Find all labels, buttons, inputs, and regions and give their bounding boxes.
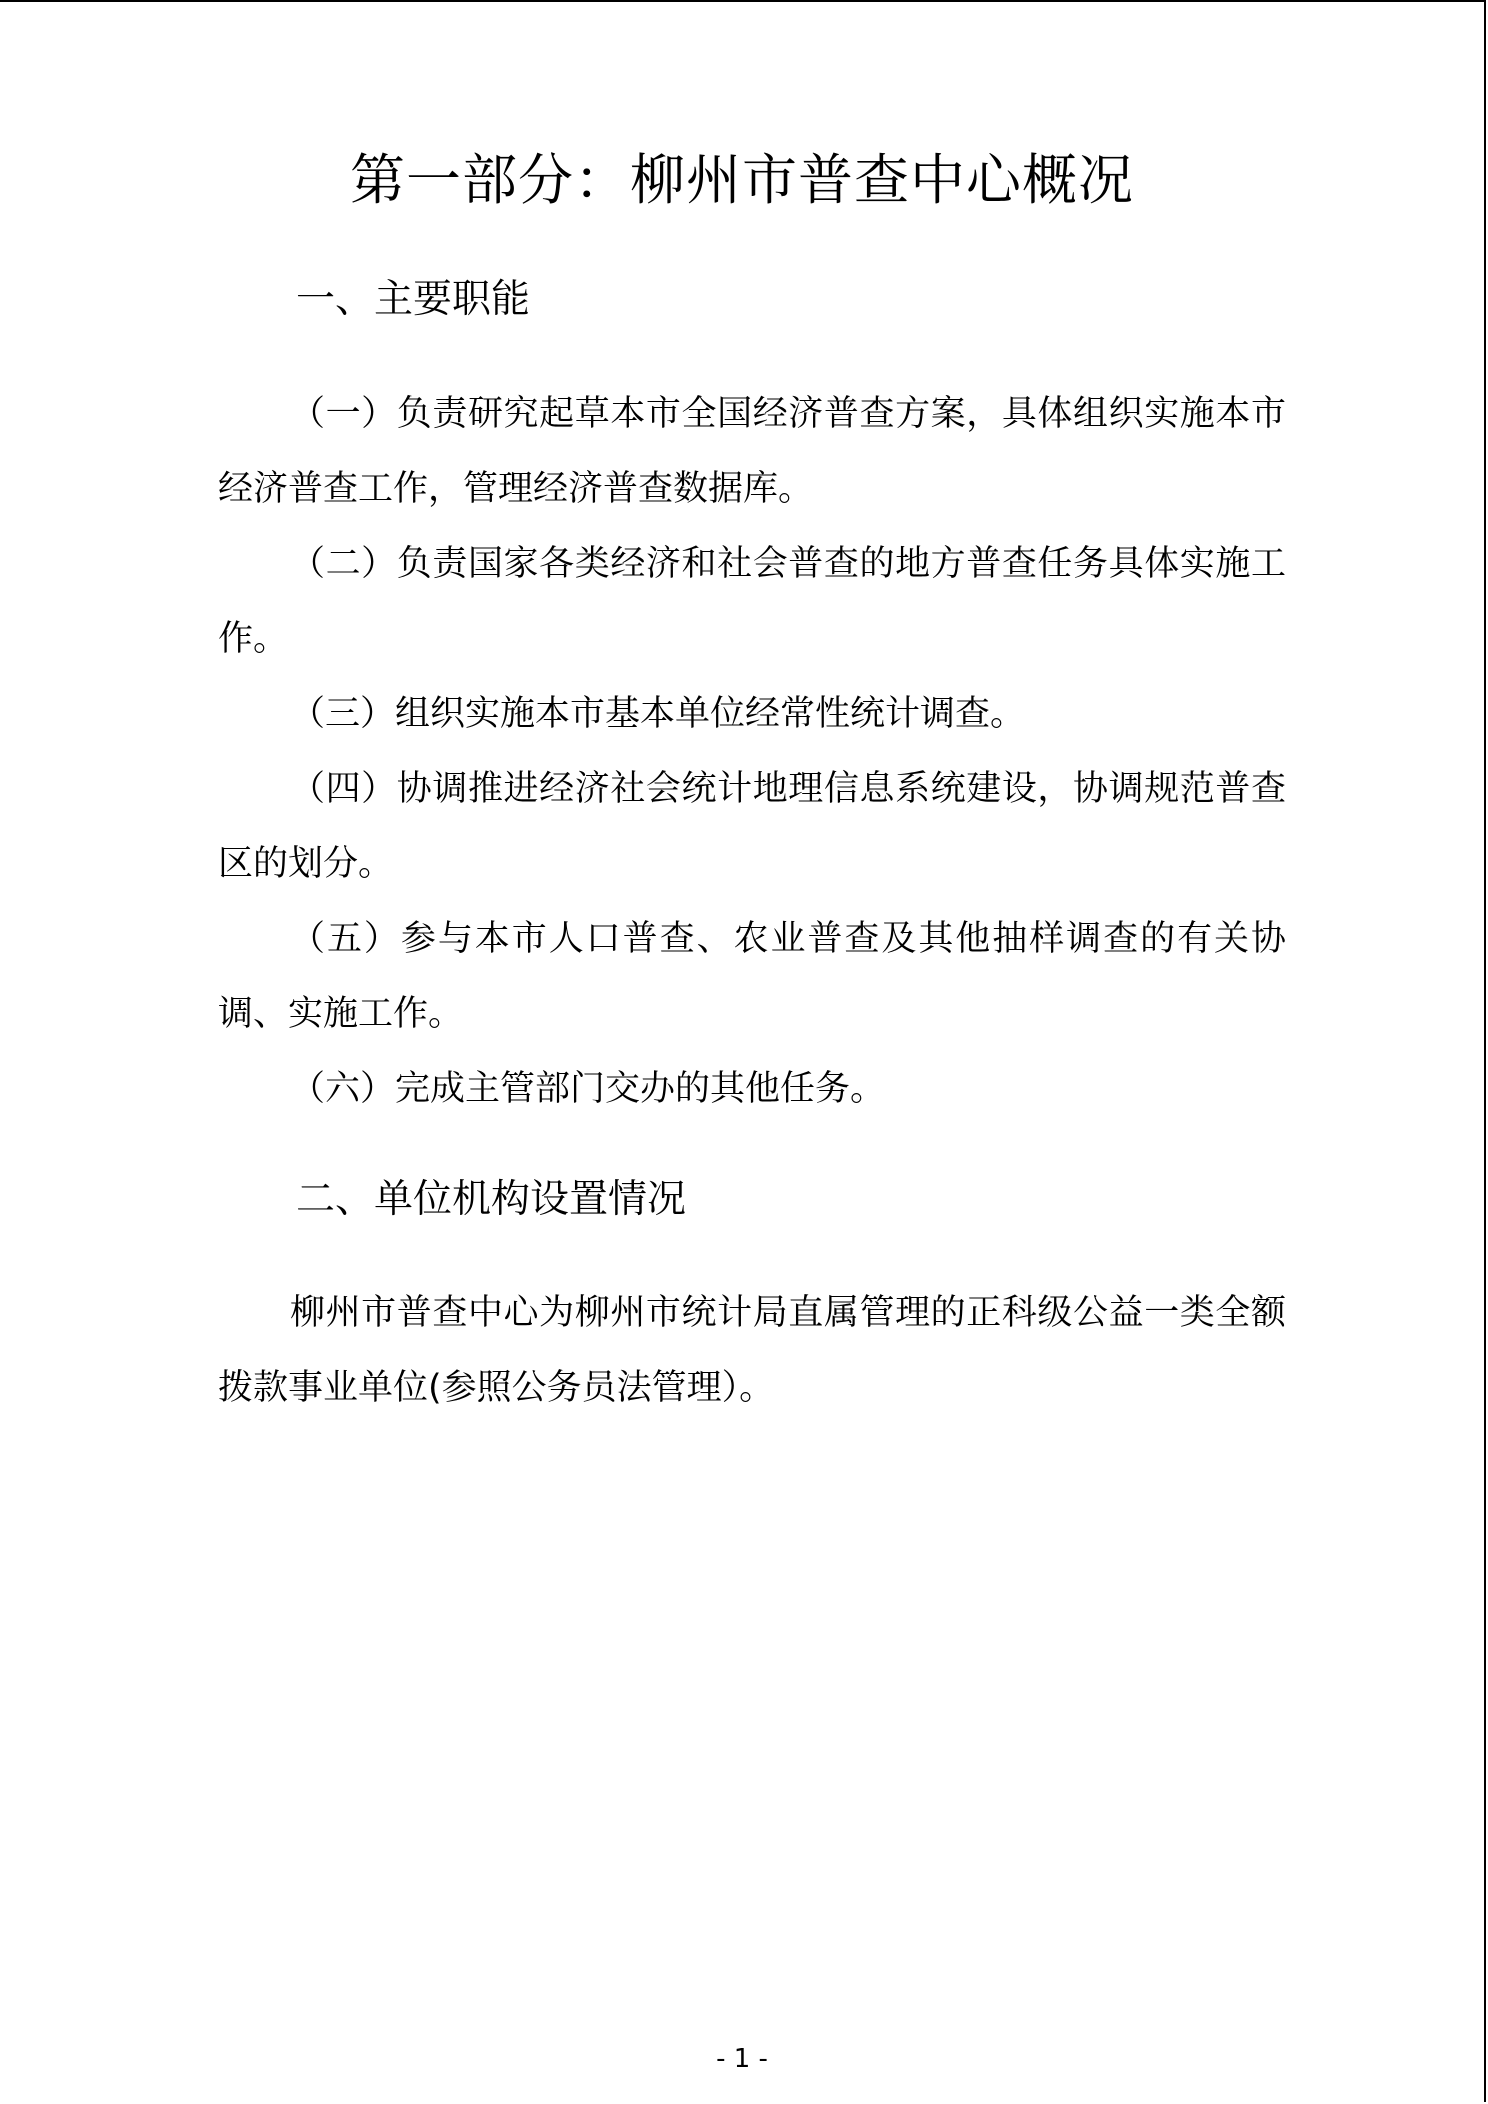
function-item-5: （五）参与本市人口普查、农业普查及其他抽样调查的有关协调、实施工作。 <box>218 919 1286 1034</box>
function-item-3: （三）组织实施本市基本单位经常性统计调查。 <box>290 694 1026 734</box>
function-item-4: （四）协调推进经济社会统计地理信息系统建设，协调规范普查区的划分。 <box>218 769 1286 884</box>
function-item-1: （一）负责研究起草本市全国经济普查方案，具体组织实施本市经济普查工作，管理经济普查数据库。 <box>218 394 1286 509</box>
page-number: - 1 - <box>716 2044 768 2074</box>
organization-description: 柳州市普查中心为柳州市统计局直属管理的正科级公益一类全额拨款事业单位(参照公务员法管理）。 <box>218 1293 1286 1408</box>
function-item-6: （六）完成主管部门交办的其他任务。 <box>290 1069 886 1109</box>
section-heading-main-functions: 一、主要职能 <box>296 277 531 322</box>
page-title: 第一部分：柳州市普查中心概况 <box>349 148 1134 212</box>
section-heading-organization: 二、单位机构设置情况 <box>296 1177 687 1222</box>
function-item-2: （二）负责国家各类经济和社会普查的地方普查任务具体实施工作。 <box>218 544 1286 659</box>
